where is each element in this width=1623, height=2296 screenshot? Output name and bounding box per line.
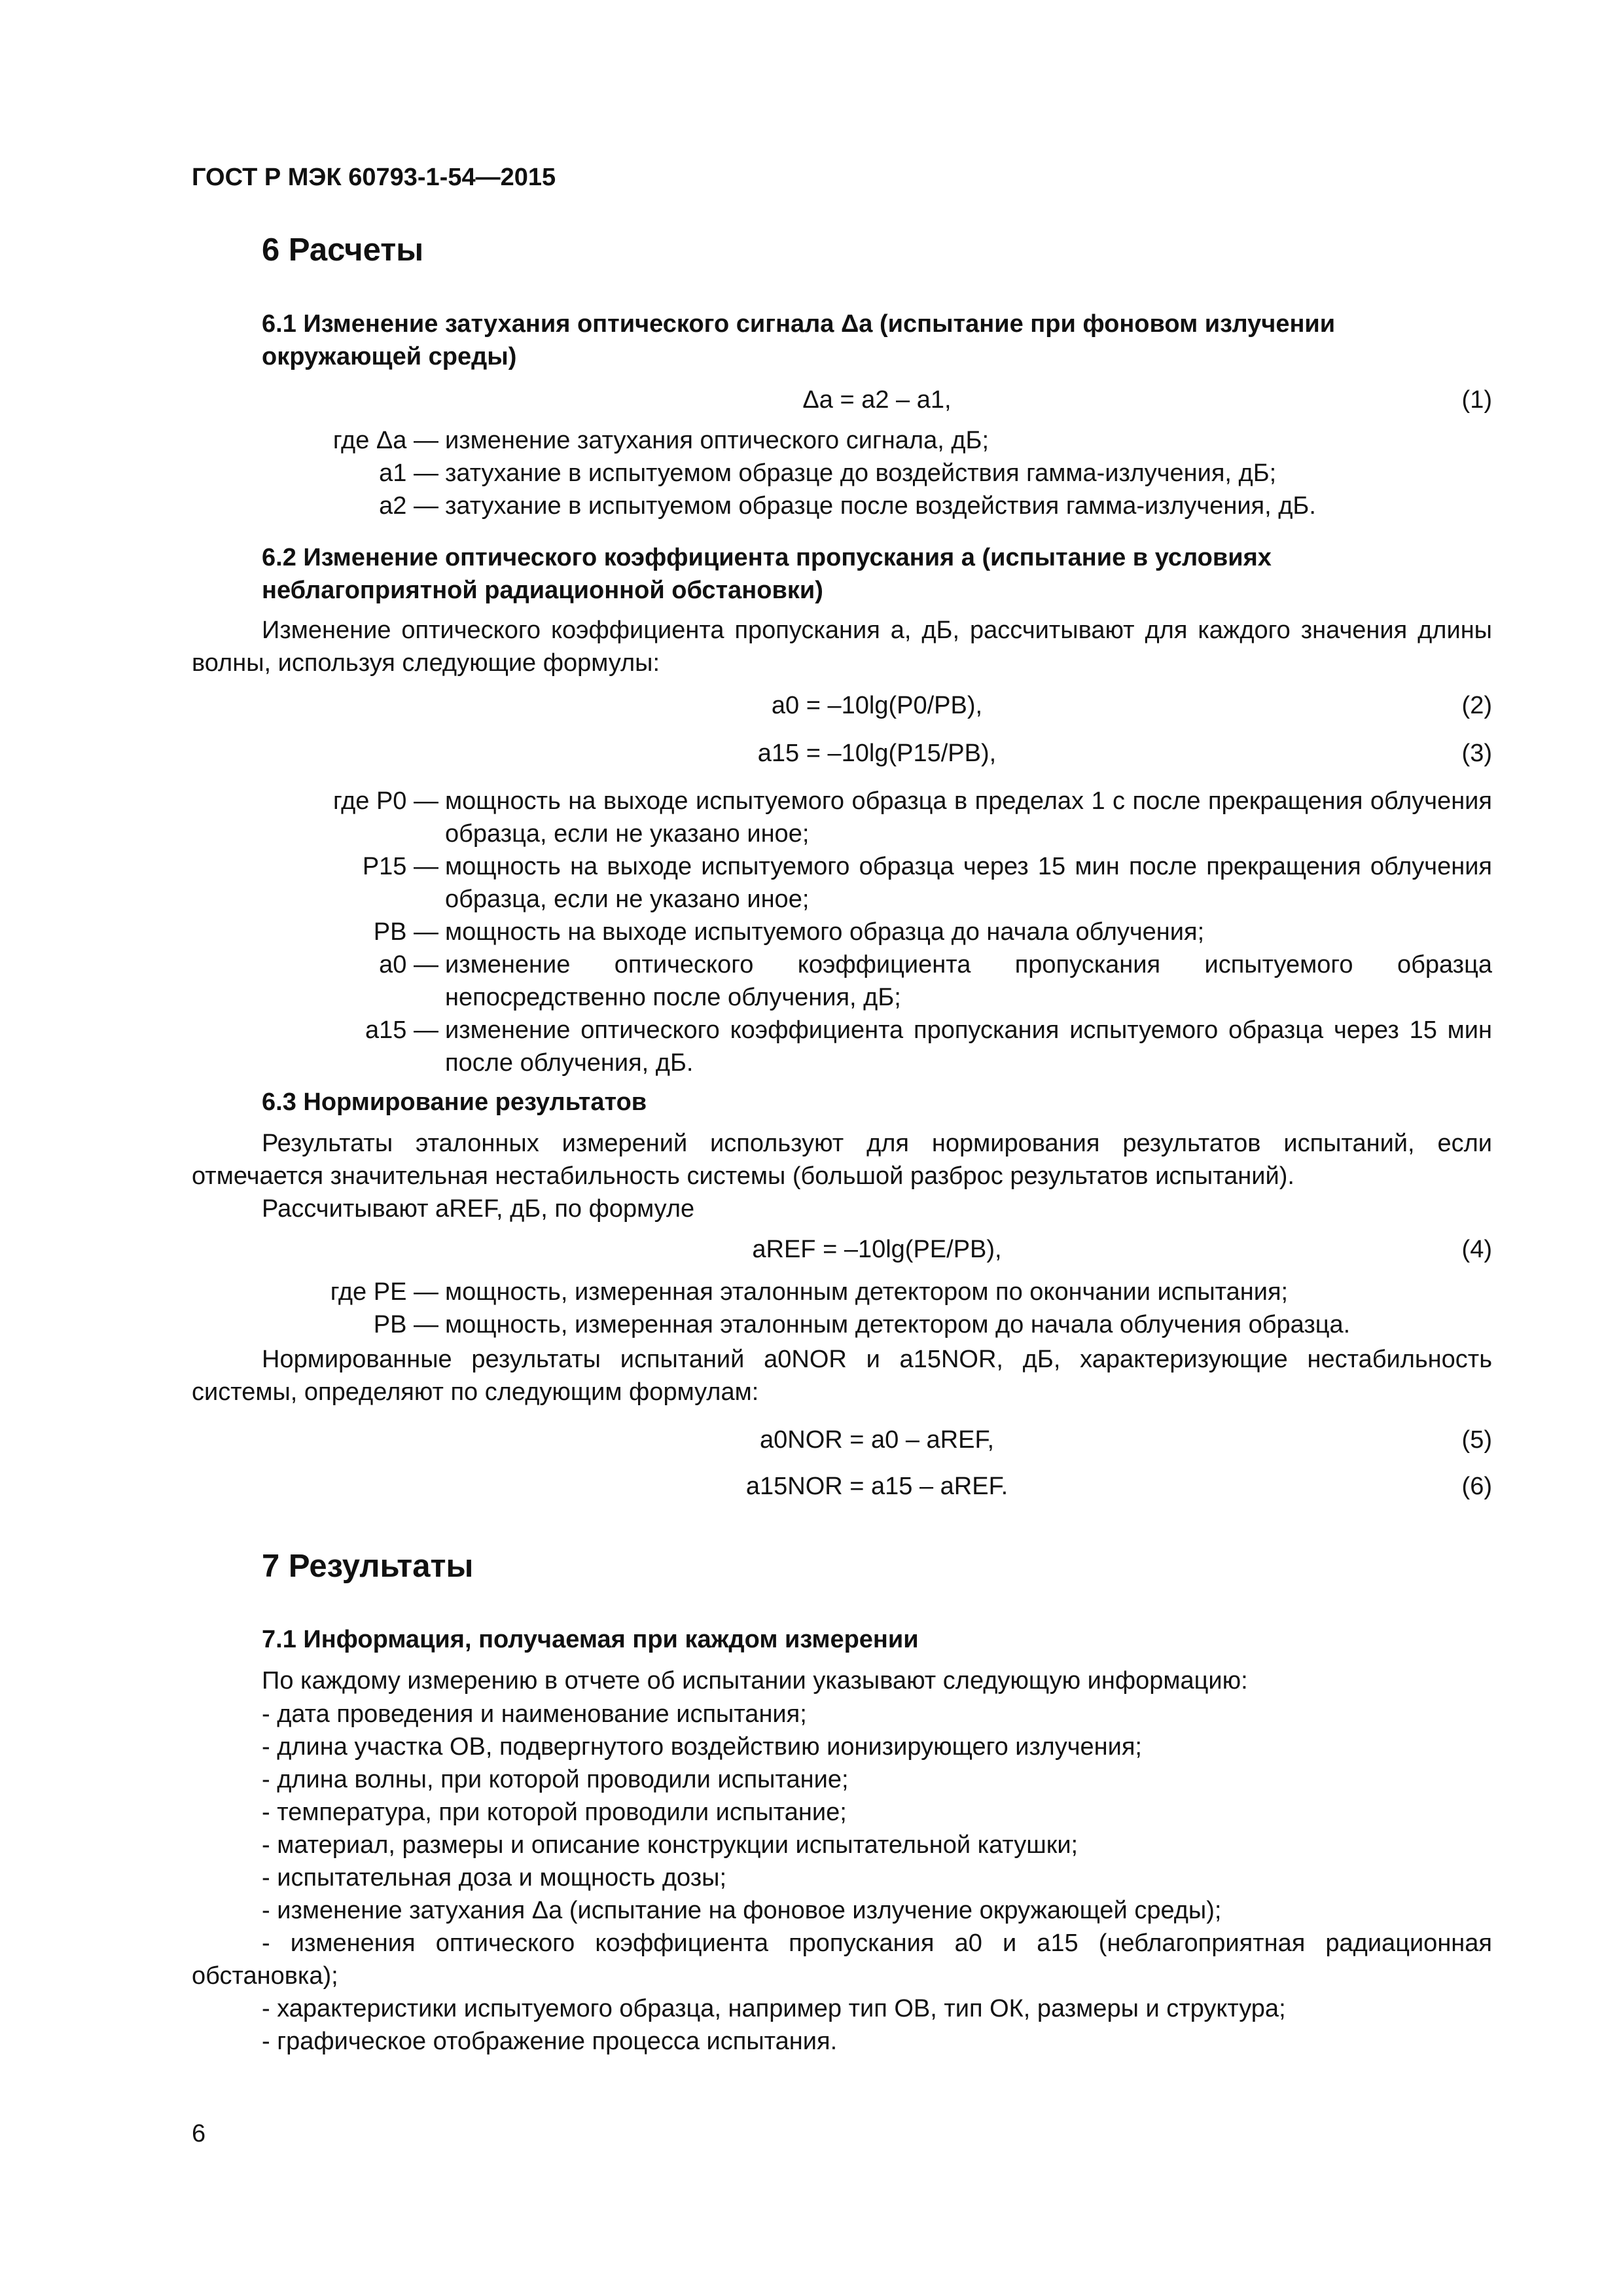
section-6-title: 6 Расчеты [262,232,424,268]
definition-text: мощность на выходе испытуемого образца в пределах 1 с после прекращения облучения образца, если не указано иное; [445,787,1492,848]
list-item: - изменение затухания Δa (испытание на фоновое излучение окружающей среды); [262,1897,1222,1924]
definitions-1 [192,424,1492,522]
list-item: - температура, при которой проводили испытание; [262,1799,847,1826]
equation-4-number: (4) [1461,1236,1492,1263]
definition-row [192,1014,1492,1079]
equation-2: a0 = –10lg(P0/PB), [771,692,983,719]
list-item: - графическое отображение процесса испытания. [262,2028,838,2055]
page-number: 6 [192,2120,206,2147]
definition-row [192,424,1492,457]
list-item: - испытательная доза и мощность дозы; [262,1864,727,1892]
equation-3: a15 = –10lg(P15/PB), [757,740,997,767]
definition-symbol: PB — [373,918,438,946]
definition-text: изменение затухания оптического сигнала, дБ; [445,427,990,454]
section-6-1-title: 6.1 Изменение затухания оптического сигнала Δa (испытание при фоновом излучении окружающей среды) [262,310,1336,370]
section-7-1-title: 7.1 Информация, получаемая при каждом измерении [262,1626,919,1653]
section-6-3-title: 6.3 Нормирование результатов [262,1088,647,1116]
section-7-title: 7 Результаты [262,1549,474,1584]
equation-4: aREF = –10lg(PE/PB), [752,1236,1002,1263]
definitions-2 [192,785,1492,1079]
definition-row [192,785,1492,850]
definition-text: затухание в испытуемом образце до воздействия гамма-излучения, дБ; [445,459,1277,487]
equation-2-number: (2) [1461,692,1492,719]
definition-row [192,490,1492,522]
results-list [192,1698,1492,2058]
definition-row [192,850,1492,916]
definitions-3 [192,1276,1492,1341]
list-item: - дата проведения и наименование испытания; [262,1700,807,1728]
section-6-3-paragraph-3: Нормированные результаты испытаний a0NOR и a15NOR, дБ, характеризующие нестабильность системы, определяют по следующим формулам: [192,1346,1492,1406]
section-6-3-paragraph-1: Результаты эталонных измерений используют для нормирования результатов испытаний, если отмечается значительная нестабильность системы (большой разброс результатов испытаний). [192,1130,1492,1190]
equation-6-number: (6) [1461,1473,1492,1500]
definition-text: мощность, измеренная эталонным детектором до начала облучения образца. [445,1311,1351,1338]
list-item: - характеристики испытуемого образца, например тип ОВ, тип ОК, размеры и структура; [262,1995,1286,2022]
definition-symbol: PB — [373,1311,438,1338]
standard-header: ГОСТ Р МЭК 60793-1-54—2015 [192,164,556,191]
section-6-2-title: 6.2 Изменение оптического коэффициента пропускания a (испытание в условиях неблагоприятной радиационной обстановки) [262,544,1272,604]
definition-symbol: a0 — [379,951,438,978]
definition-symbol: где P0 — [332,787,438,815]
definition-text: затухание в испытуемом образце после воздействия гамма-излучения, дБ. [445,492,1316,520]
section-6-3-paragraph-2: Рассчитывают aREF, дБ, по формуле [262,1195,695,1223]
definition-symbol: a1 — [379,459,438,487]
definition-row [192,916,1492,948]
equation-5-number: (5) [1461,1426,1492,1454]
equation-1-number: (1) [1461,386,1492,414]
definition-row [192,1276,1492,1308]
section-6-2-paragraph: Изменение оптического коэффициента пропускания a, дБ, рассчитывают для каждого значения длины волны, используя следующие формулы: [192,617,1492,677]
definition-text: мощность на выходе испытуемого образца до начала облучения; [445,918,1205,946]
definition-row [192,457,1492,490]
definition-text: мощность на выходе испытуемого образца через 15 мин после прекращения облучения образца, если не указано иное; [445,853,1492,913]
definition-symbol: P15 — [362,853,438,880]
equation-3-number: (3) [1461,740,1492,767]
equation-6: a15NOR = a15 – aREF. [745,1473,1008,1500]
definition-text: изменение оптического коэффициента пропускания испытуемого образца непосредственно после облучения, дБ; [445,951,1492,1011]
equation-5: a0NOR = a0 – aREF, [759,1426,994,1454]
definition-row [192,948,1492,1014]
definition-symbol: где Δa — [332,427,438,454]
list-item: - изменения оптического коэффициента пропускания a0 и a15 (неблагоприятная радиационная обстановка); [192,1929,1492,1990]
definition-symbol: где PE — [330,1278,438,1306]
list-item: - длина участка ОВ, подвергнутого воздействию ионизирующего излучения; [262,1733,1142,1761]
definition-row [192,1308,1492,1341]
section-7-1-paragraph: По каждому измерению в отчете об испытании указывают следующую информацию: [262,1667,1248,1695]
definition-text: изменение оптического коэффициента пропускания испытуемого образца через 15 мин после облучения, дБ. [445,1016,1492,1077]
definition-symbol: a2 — [379,492,438,520]
list-item: - материал, размеры и описание конструкции испытательной катушки; [262,1831,1079,1859]
equation-1: Δa = a2 – a1, [802,386,952,414]
definition-symbol: a15 — [365,1016,438,1044]
definition-text: мощность, измеренная эталонным детектором по окончании испытания; [445,1278,1289,1306]
list-item: - длина волны, при которой проводили испытание; [262,1766,849,1793]
